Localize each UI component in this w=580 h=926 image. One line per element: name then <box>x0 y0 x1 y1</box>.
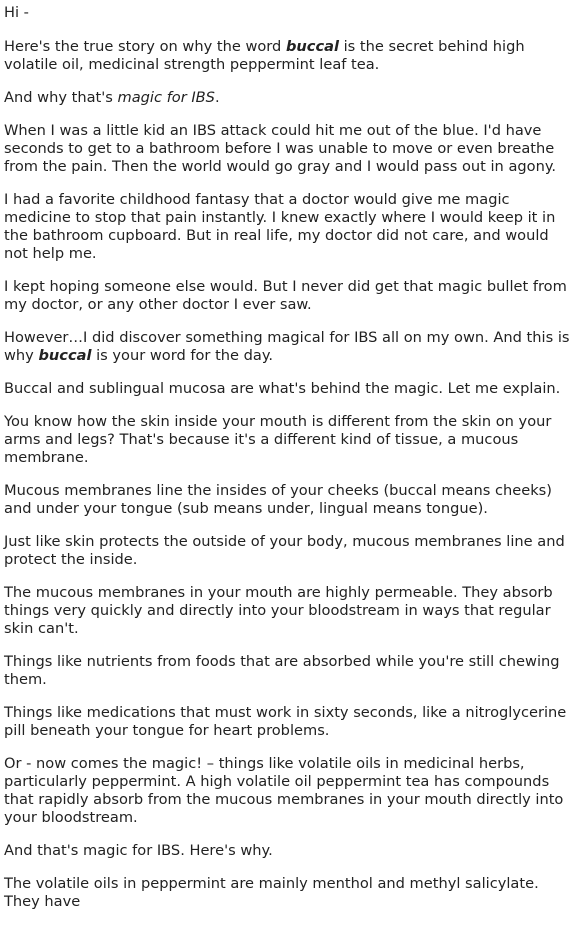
emphasis-magic: magic for IBS <box>117 89 215 106</box>
paragraph-skin-inside-mouth: You know how the skin inside your mouth is different from the skin on your arms and legs? That's because it's a different kind of tissue, a mucous membrane. <box>4 413 552 466</box>
paragraph-text: is your word for the day. <box>91 347 274 364</box>
paragraph-hoping: I kept hoping someone else would. But I never did get that magic bullet from my doctor, or any other doctor I ever saw. <box>4 278 567 313</box>
paragraph-buccal-intro <box>4 38 576 74</box>
emphasis-buccal: buccal <box>38 347 92 364</box>
paragraph-why: And that's magic for IBS. Here's why. <box>4 842 273 859</box>
paragraph-medications: Things like medications that must work in sixty seconds, like a nitroglycerine pill beneath your tongue for heart problems. <box>4 704 567 739</box>
paragraph-text: And why that's <box>4 89 118 106</box>
paragraph-protect: Just like skin protects the outside of your body, mucous membranes line and protect the inside. <box>4 533 565 568</box>
paragraph-magic-for-ibs <box>4 89 576 107</box>
paragraph-peppermint-magic: Or - now comes the magic! – things like volatile oils in medicinal herbs, particularly peppermint. A high volatile oil peppermint tea has compounds that rapidly absorb from the mucous membranes in your mouth directly into your bloodstream. <box>4 755 564 826</box>
paragraph-childhood-attack: When I was a little kid an IBS attack could hit me out of the blue. I'd have seconds to get to a bathroom before I was unable to move or even breathe from the pain. Then the world would go gray and I would pass out in agony. <box>4 122 557 175</box>
paragraph-volatile-oils: The volatile oils in peppermint are mainly menthol and methyl salicylate. They have <box>4 875 539 910</box>
paragraph-text: However…I did discover something magical for IBS all on my own. And this is why <box>4 329 570 364</box>
paragraph-text: . <box>214 89 220 106</box>
paragraph-text: Here's the true story on why the word <box>4 38 286 55</box>
emphasis-buccal: buccal <box>285 38 339 55</box>
paragraph-mucosa: Buccal and sublingual mucosa are what's behind the magic. Let me explain. <box>4 380 561 397</box>
paragraph-permeable: The mucous membranes in your mouth are highly permeable. They absorb things very quickly and directly into your bloodstream in ways that regular skin can't. <box>4 584 553 637</box>
email-body <box>4 4 576 926</box>
paragraph-discovery <box>4 329 576 365</box>
paragraph-membranes-line: Mucous membranes line the insides of your cheeks (buccal means cheeks) and under your tongue (sub means under, lingual means tongue). <box>4 482 552 517</box>
paragraph-nutrients: Things like nutrients from foods that are absorbed while you're still chewing them. <box>4 653 560 688</box>
greeting: Hi - <box>4 4 29 21</box>
paragraph-text: is the secret behind high volatile oil, medicinal strength peppermint leaf tea. <box>4 38 525 73</box>
paragraph-fantasy: I had a favorite childhood fantasy that a doctor would give me magic medicine to stop that pain instantly. I knew exactly where I would keep it in the bathroom cupboard. But in real life, my doctor did not care, and would not help me. <box>4 191 556 262</box>
